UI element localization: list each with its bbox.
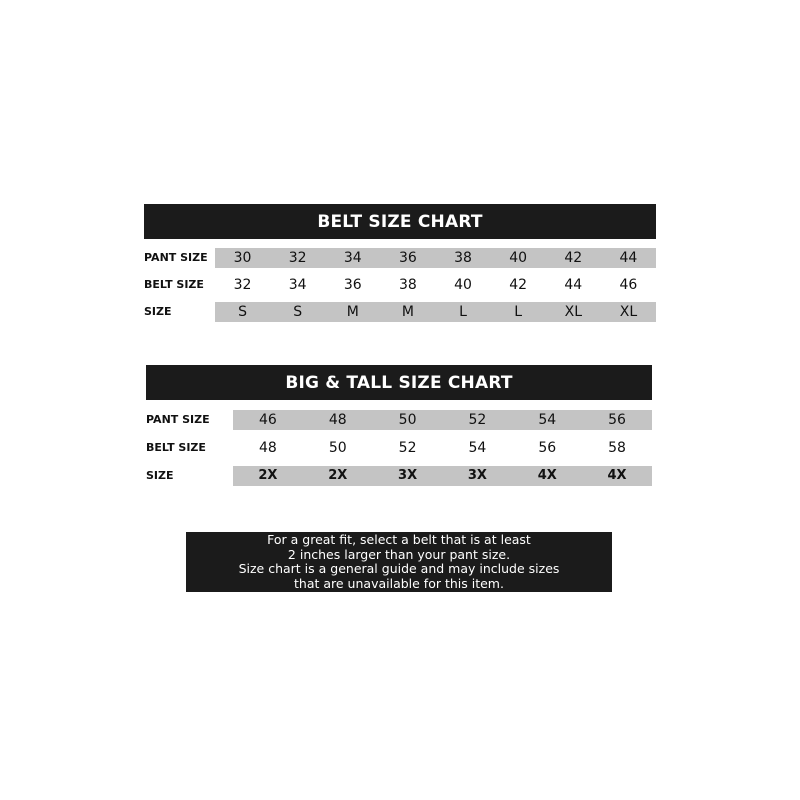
table-cell: 38 bbox=[399, 277, 417, 293]
big-tall-pant-size-row bbox=[146, 410, 652, 430]
table-cell: 34 bbox=[343, 250, 362, 266]
table-cell: 40 bbox=[454, 277, 472, 293]
row-label: BELT SIZE bbox=[146, 441, 206, 454]
note-line: 2 inches larger than your pant size. bbox=[287, 546, 511, 562]
table-cell: 4X bbox=[537, 468, 557, 483]
table-cell: L bbox=[514, 304, 523, 320]
table-cell: 56 bbox=[538, 440, 557, 456]
table-cell: 2X bbox=[328, 468, 348, 483]
table-cell: 44 bbox=[619, 250, 638, 266]
row-values bbox=[233, 410, 652, 430]
row-values bbox=[233, 466, 652, 486]
table-cell: 36 bbox=[343, 277, 362, 293]
row-values bbox=[233, 438, 652, 458]
table-cell: S bbox=[238, 304, 247, 320]
table-cell: XL bbox=[619, 304, 638, 320]
table-cell: 56 bbox=[608, 412, 626, 428]
table-cell: 46 bbox=[619, 277, 638, 293]
table-cell: 3X bbox=[467, 468, 487, 483]
table-cell: L bbox=[459, 304, 467, 320]
belt-chart-size-row bbox=[144, 302, 656, 322]
table-cell: 52 bbox=[468, 412, 487, 428]
table-cell: 3X bbox=[398, 468, 418, 483]
table-cell: 30 bbox=[233, 250, 252, 266]
table-cell: 36 bbox=[399, 250, 417, 266]
row-label: PANT SIZE bbox=[146, 413, 210, 426]
fit-note bbox=[186, 532, 612, 592]
note-line: that are unavailable for this item. bbox=[294, 575, 504, 591]
note-line: Size chart is a general guide and may include sizes bbox=[238, 561, 560, 576]
big-tall-size-chart-title: BIG & TALL SIZE CHART bbox=[146, 365, 652, 400]
belt-size-chart-title: BELT SIZE CHART bbox=[144, 204, 656, 239]
table-cell: 32 bbox=[233, 277, 252, 293]
table-cell: 2X bbox=[258, 468, 278, 483]
row-label: SIZE bbox=[144, 305, 172, 318]
belt-chart-pant-size-row bbox=[144, 248, 656, 268]
table-cell: 50 bbox=[398, 412, 417, 428]
table-cell: 38 bbox=[454, 250, 472, 266]
table-cell: 58 bbox=[608, 440, 626, 456]
table-cell: 42 bbox=[509, 277, 528, 293]
table-cell: 50 bbox=[328, 440, 347, 456]
row-values bbox=[215, 248, 656, 268]
table-cell: S bbox=[293, 304, 303, 320]
note-line: For a great fit, select a belt that is at least bbox=[267, 532, 531, 547]
table-cell: 42 bbox=[564, 250, 583, 266]
table-cell: 34 bbox=[288, 277, 307, 293]
table-cell: 44 bbox=[564, 277, 583, 293]
big-tall-belt-size-row bbox=[146, 438, 652, 458]
belt-chart-belt-size-row bbox=[144, 275, 656, 295]
row-values bbox=[215, 302, 656, 322]
table-cell: 48 bbox=[259, 440, 277, 456]
big-tall-size-row bbox=[146, 466, 652, 486]
table-cell: 52 bbox=[398, 440, 417, 456]
table-cell: 48 bbox=[328, 412, 347, 428]
row-label: SIZE bbox=[146, 469, 174, 482]
table-cell: 4X bbox=[607, 468, 627, 483]
row-values bbox=[215, 275, 656, 295]
table-cell: XL bbox=[564, 304, 582, 320]
row-label: BELT SIZE bbox=[144, 278, 204, 291]
table-cell: M bbox=[346, 304, 359, 320]
row-label: PANT SIZE bbox=[144, 251, 208, 264]
table-cell: 54 bbox=[538, 412, 557, 428]
table-cell: 40 bbox=[509, 250, 528, 266]
table-cell: 32 bbox=[288, 250, 307, 266]
table-cell: 46 bbox=[259, 412, 277, 428]
table-cell: 54 bbox=[468, 440, 487, 456]
table-cell: M bbox=[401, 304, 414, 320]
